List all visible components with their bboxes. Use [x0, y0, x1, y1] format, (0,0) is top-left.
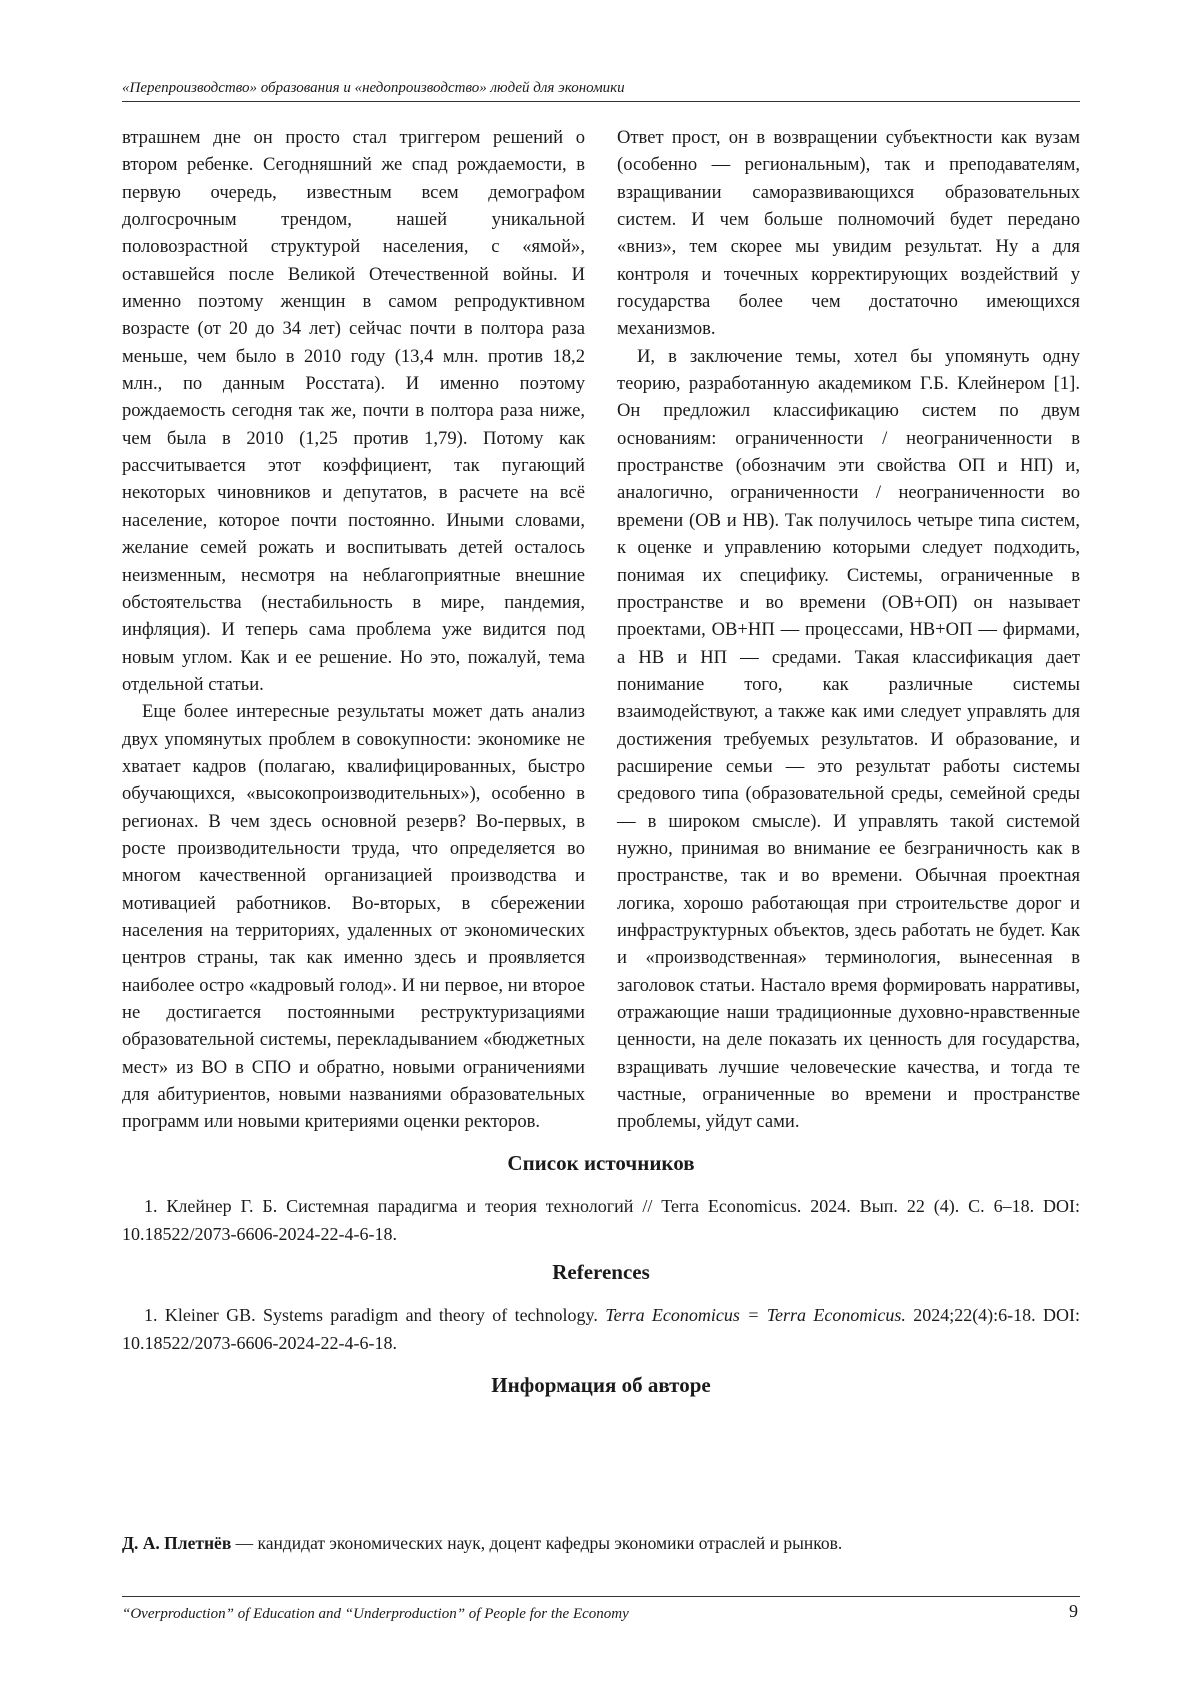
author-name: Д. А. Плетнёв: [122, 1533, 232, 1553]
footer-divider: [122, 1596, 1080, 1597]
sources-heading: Список источников: [507, 1151, 695, 1175]
source-item: 1. Клейнер Г. Б. Системная парадигма и теория технологий // Terra Economicus. 2024. Вып. 22 (4). С. 6–18. DOI: 10.18522/2073-6606-2024-22-4-6-18.: [122, 1196, 1080, 1244]
author-description: — кандидат экономических наук, доцент кафедры экономики отраслей и рынков.: [231, 1533, 843, 1553]
right-column: [617, 124, 1080, 1136]
reference-journal: Terra Economicus = Terra Economicus.: [605, 1305, 906, 1325]
running-footer: “Overproduction” of Education and “Underproduction” of People for the Economy: [122, 1606, 629, 1622]
author-info-heading: Информация об авторе: [491, 1373, 711, 1397]
body-paragraph: втрашнем дне он просто стал триггером решений о втором ребенке. Сегодняшний же спад рождаемости, в первую очередь, известным всем демографом долгосрочным трендом, нашей уникальной половозрастной структурой населения, с «ямой», оставшейся после Великой Отечественной войны. И именно поэтому женщин в самом репродуктивном возрасте (от 20 до 34 лет) сейчас почти в полтора раза меньше, чем было в 2010 году (13,4 млн. против 18,2 млн., по данным Росстата). И именно поэтому рождаемость сегодня так же, почти в полтора раза ниже, чем была в 2010 (1,25 против 1,79). Потому как рассчитывается этот коэффициент, так пугающий некоторых чиновников и депутатов, в расчете на всё население, которое почти постоянно. Иными словами, желание семей рожать и воспитывать детей осталось неизменным, несмотря на неблагоприятные внешние обстоятельства (нестабильность в мире, пандемия, инфляция). И теперь сама проблема уже видится под новым углом. Как и ее решение. Но это, пожалуй, тема отдельной статьи.: [122, 127, 585, 695]
running-header: «Перепроизводство» образования и «недопроизводство» людей для экономики: [122, 80, 1080, 102]
left-column: [122, 124, 585, 1136]
author-info: [122, 1531, 1080, 1555]
reference-text: 2024;22(4):6-18. DOI: 10.18522/2073-6606-2024-22-4-6-18.: [122, 1305, 1080, 1353]
reference-text: 1. Kleiner GB. Systems paradigm and theory of technology.: [144, 1305, 606, 1325]
page-number: 9: [1069, 1601, 1078, 1621]
body-paragraph: И, в заключение темы, хотел бы упомянуть одну теорию, разработанную академиком Г.Б. Клейнером [1]. Он предложил классификацию систем по двум основаниям: ограниченности / неограниченности в пространстве (обозначим эти свойства ОП и НП) и, аналогично, ограниченности / неограниченности во времени (ОВ и НВ). Так получилось четыре типа систем, к оценке и управлению которыми следует подходить, понимая их специфику. Системы, ограниченные в пространстве и во времени (ОВ+ОП) он называет проектами, ОВ+НП — процессами, НВ+ОП — фирмами, а НВ и НП — средами. Такая классификация дает понимание того, как различные системы взаимодействуют, а также как ими следует управлять для достижения требуемых результатов. И образование, и расширение семьи — это результат работы системы средового типа (образовательной среды, семейной среды — в широком смысле). И управлять такой системой нужно, принимая во внимание ее безграничность как в пространстве, так и во времени. Обычная проектная логика, хорошо работающая при строительстве дорог и инфраструктурных объектов, здесь работать не будет. Как и «производственная» терминология, вынесенная в заголовок статьи. Настало время формировать нарративы, отражающие наши традиционные духовно-нравственные ценности, на деле показать их ценность для государства, взращивать лучшие человеческие качества, и тогда те частные, ограниченные во времени и пространстве проблемы, уйдут сами.: [617, 345, 1080, 1133]
body-paragraph: Ответ прост, он в возвращении субъектности как вузам (особенно — региональным), так и преподавателям, взращивании саморазвивающихся образовательных систем. И чем больше полномочий будет передано «вниз», тем скорее мы увидим результат. Ну а для контроля и точечных корректирующих воздействий у государства более чем достаточно имеющихся механизмов.: [617, 127, 1080, 340]
article-body: [122, 124, 1080, 1136]
body-paragraph: Еще более интересные результаты может дать анализ двух упомянутых проблем в совокупности: экономике не хватает кадров (полагаю, квалифицированных, быстро обучающихся, «высокопроизводительных»), особенно в регионах. В чем здесь основной резерв? Во-первых, в росте производительности труда, что определяется во многом качественной организацией производства и мотивацией работников. Во-вторых, в сбережении населения на территориях, удаленных от экономических центров страны, так как именно здесь и проявляется наиболее остро «кадровый голод». И ни первое, ни второе не достигается постоянными реструктуризациями образовательной системы, перекладыванием «бюджетных мест» из ВО в СПО и обратно, новыми ограничениями для абитуриентов, новыми названиями образовательных программ или новыми критериями оценки ректоров.: [122, 701, 585, 1133]
reference-item: [122, 1301, 1080, 1357]
references-heading: References: [552, 1260, 650, 1284]
